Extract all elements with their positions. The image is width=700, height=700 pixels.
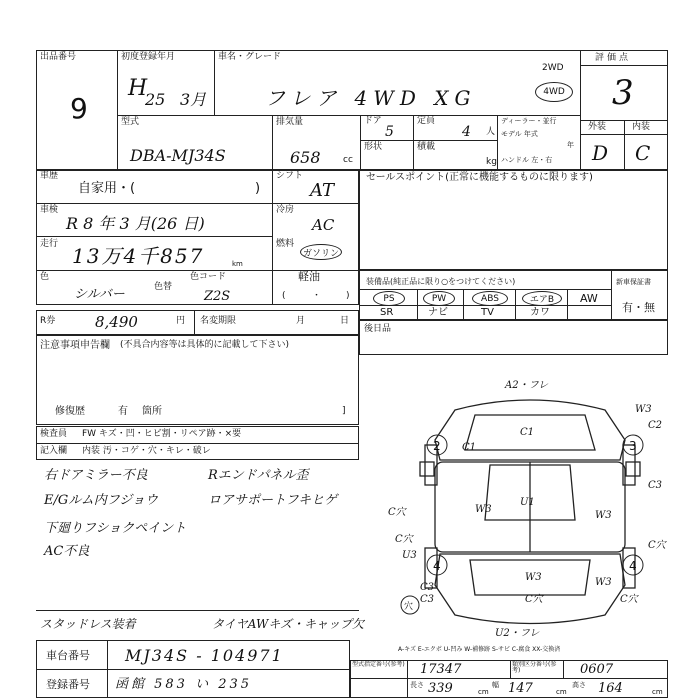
length-label: 長さ xyxy=(410,681,424,689)
warranty-value: 有・無 xyxy=(622,301,655,314)
equip-airbag xyxy=(522,291,562,306)
height-label: 高さ xyxy=(572,681,586,689)
exterior-label: 外装 xyxy=(588,122,607,132)
mark-w3-rr: W3 xyxy=(595,577,612,588)
mark-c2: C2 xyxy=(648,420,663,431)
remark-right-1: Rエンドパネル歪 xyxy=(208,468,309,483)
color-label: 色 xyxy=(40,272,50,282)
class-label: 類別区分番号(参考) xyxy=(512,661,557,674)
first-reg-era: H xyxy=(128,76,148,101)
year-unit: 年 xyxy=(567,141,574,149)
drive-4wd-circled xyxy=(535,82,573,102)
shape-label: 形状 xyxy=(364,142,383,152)
recycle-label: R券 xyxy=(40,316,56,326)
remark-left-2: E/Gルム内フジョウ xyxy=(44,493,158,508)
equip-aw: AW xyxy=(580,292,598,305)
remark-left-4: AC不良 xyxy=(44,544,90,559)
mark-c-hole-right: C穴 xyxy=(648,540,666,551)
model-name-value: フレア 4WD XG xyxy=(265,86,477,110)
wheel-label-4-left: 4 xyxy=(433,559,441,573)
mileage-label: 走行 xyxy=(40,239,59,249)
mark-rear: U2・フレ xyxy=(495,628,540,639)
drive-2wd: 2WD xyxy=(542,63,564,73)
length-unit: cm xyxy=(478,688,489,696)
equip-pw-label: PW xyxy=(431,293,447,304)
equip-airbag-label: エアB xyxy=(529,295,555,305)
remark-bottom-left: スタッドレス装着 xyxy=(40,617,136,631)
fuel-paren-close: ) xyxy=(346,291,350,301)
repair-label: 修復歴 xyxy=(55,406,85,417)
name-change-month: 月 xyxy=(296,316,306,326)
drive-4wd: 4WD xyxy=(543,87,565,97)
reg-label: 登録番号 xyxy=(46,678,90,691)
fuel-gas: ガソリン xyxy=(302,248,339,259)
recycle-value: 8,490 xyxy=(95,313,138,331)
class-value: 0607 xyxy=(580,662,614,677)
mark-w3-rear: W3 xyxy=(525,572,542,583)
first-reg-year: 25 xyxy=(145,90,166,109)
color-value: シルバー xyxy=(74,287,125,302)
width-label: 幅 xyxy=(492,681,499,689)
mileage-value: 13万4千857 xyxy=(72,244,205,268)
spare-hole: 穴 xyxy=(404,602,414,612)
mark-c3-2: C3 xyxy=(420,594,435,605)
wheel-label-4-right: 4 xyxy=(629,559,637,573)
fuel-label: 燃料 xyxy=(276,239,295,249)
mark-c1-left: C1 xyxy=(462,442,477,453)
capacity-label: 定員 xyxy=(417,116,436,126)
mark-w3-left: W3 xyxy=(475,504,492,515)
inspector-items: FW キズ・凹・ヒビ割・リペア跡・×要 xyxy=(82,429,242,439)
capacity-value: 4 xyxy=(462,124,471,140)
equipment-label: 装備品(純正品に限り○をつけてください) xyxy=(366,277,516,286)
fuel-kei: 軽油 xyxy=(298,270,320,283)
displacement-value: 658 xyxy=(290,148,321,167)
rear-seat-label: 後日品 xyxy=(364,324,392,334)
wheel-label-2: 2 xyxy=(433,439,441,453)
type-label: 型式 xyxy=(121,117,140,127)
name-change-day: 日 xyxy=(340,316,350,326)
mark-u3: U3 xyxy=(402,550,417,561)
equip-abs xyxy=(472,291,508,306)
notes-hint: (不具合内容等は具体的に記載して下さい) xyxy=(120,340,290,350)
mileage-unit: km xyxy=(232,260,243,268)
inspection-label: 車検 xyxy=(40,205,59,215)
reg-value: 函館 583 い 235 xyxy=(115,677,253,692)
repair-bracket: ] xyxy=(342,406,346,416)
score-label: 評価点 xyxy=(595,53,632,63)
height-value: 164 xyxy=(598,681,623,696)
sales-point-box xyxy=(359,170,668,270)
length-value: 339 xyxy=(428,681,453,696)
mark-hood: C1 xyxy=(520,427,535,438)
repair-part: 箇所 xyxy=(142,406,162,417)
shift-label: シフト xyxy=(276,171,304,181)
mark-c-hole-2: C穴 xyxy=(395,534,413,545)
height-unit: cm xyxy=(652,688,663,696)
width-unit: cm xyxy=(556,688,567,696)
shift-value: AT xyxy=(310,180,335,201)
inspection-value: R 8 年 3 月(26 日) xyxy=(66,214,205,233)
warranty-label: 新車保証書 xyxy=(616,278,651,286)
yen-label: 円 xyxy=(176,316,186,326)
fuel-gas-circled xyxy=(300,244,342,260)
lot-number: 9 xyxy=(70,92,88,125)
interior-label: 内装 xyxy=(632,122,651,132)
repair-value: 有 xyxy=(118,406,128,417)
load-label: 積載 xyxy=(417,142,436,152)
color-code-label: 色コード xyxy=(190,272,227,282)
type-designation-label: 型式指定番号(参考) xyxy=(352,661,405,668)
remark-left-3: 下廻りフショクペイント xyxy=(44,521,187,536)
fuel-paren-open: ( xyxy=(282,291,286,301)
dealer-label: ディーラー・並行 xyxy=(501,117,557,125)
notes-label: 注意事項申告欄 xyxy=(40,340,110,351)
mark-c-hole-left: C穴 xyxy=(388,507,406,518)
model-year-label: モデル 年式 xyxy=(501,130,538,138)
color-code-value: Z2S xyxy=(204,289,231,304)
wheel-label-3: 3 xyxy=(629,439,637,453)
type-designation-value: 17347 xyxy=(420,662,462,677)
mark-c-hole-rr: C穴 xyxy=(620,594,638,605)
equip-abs-label: ABS xyxy=(481,293,499,304)
remark-left-1: 右ドアミラー不良 xyxy=(44,468,148,483)
mark-front: A2・フレ xyxy=(505,380,549,391)
capacity-unit: 人 xyxy=(486,127,496,137)
score-value: 3 xyxy=(612,73,634,113)
mark-w3-right: W3 xyxy=(595,510,612,521)
exterior-value: D xyxy=(592,141,609,165)
width-value: 147 xyxy=(508,681,533,696)
name-change-label: 名変期限 xyxy=(200,316,237,326)
lot-label: 出品番号 xyxy=(40,52,77,62)
load-unit: kg xyxy=(486,157,497,167)
equip-sr: SR xyxy=(380,307,394,318)
mark-w3-top: W3 xyxy=(635,404,652,415)
equip-leather: カワ xyxy=(530,307,550,318)
mark-c-hole-rear: C穴 xyxy=(525,594,543,605)
mark-c3-right: C3 xyxy=(648,480,663,491)
remark-right-2: ロアサポートフキヒゲ xyxy=(208,493,338,508)
first-reg-month: 3月 xyxy=(180,90,207,109)
chassis-label: 車台番号 xyxy=(46,649,90,662)
remark-bottom-right: タイヤAWキズ・キャップ欠 xyxy=(212,617,365,631)
history-value: 自家用・( xyxy=(78,181,136,196)
displacement-label: 排気量 xyxy=(276,117,304,127)
equip-navi: ナビ xyxy=(428,307,448,318)
equip-pw xyxy=(423,291,455,306)
fuel-dot: ・ xyxy=(312,291,322,301)
ac-label: 冷房 xyxy=(276,205,295,215)
color-change-label: 色替 xyxy=(154,282,173,292)
rear-item-box xyxy=(359,320,668,355)
mark-roof: U1 xyxy=(520,497,535,508)
mark-c3-1: C3 xyxy=(420,582,435,593)
history-label: 車歴 xyxy=(40,171,59,181)
equip-ps xyxy=(373,291,405,306)
car-damage-diagram xyxy=(380,370,680,650)
sales-point-label: セールスポイント(正常に機能するものに限ります) xyxy=(366,172,593,183)
displacement-unit: cc xyxy=(343,155,353,165)
equip-tv: TV xyxy=(481,307,494,318)
door-value: 5 xyxy=(385,124,394,140)
type-value: DBA-MJ34S xyxy=(130,146,226,165)
history-close-paren: ) xyxy=(255,181,261,196)
inspector-label: 検査員 xyxy=(40,429,68,439)
entry-items: 内装 汚・コゲ・穴・キレ・破レ xyxy=(82,446,211,456)
handle-label: ハンドル 左・右 xyxy=(501,156,553,164)
recycle-row xyxy=(36,310,359,335)
ac-value: AC xyxy=(312,216,335,234)
model-name-label: 車名・グレード xyxy=(218,52,282,62)
interior-value: C xyxy=(635,141,651,165)
first-reg-label: 初度登録年月 xyxy=(121,52,176,62)
entry-label: 記入欄 xyxy=(40,446,68,456)
chassis-value: MJ34S - 104971 xyxy=(125,646,284,665)
door-label: ドア xyxy=(364,116,382,126)
damage-legend: A-キズ E-エクボ U-凹み W-補修跡 S-サビ C-腐食 XX-交換済 xyxy=(398,646,561,653)
equip-ps-label: PS xyxy=(383,293,395,304)
